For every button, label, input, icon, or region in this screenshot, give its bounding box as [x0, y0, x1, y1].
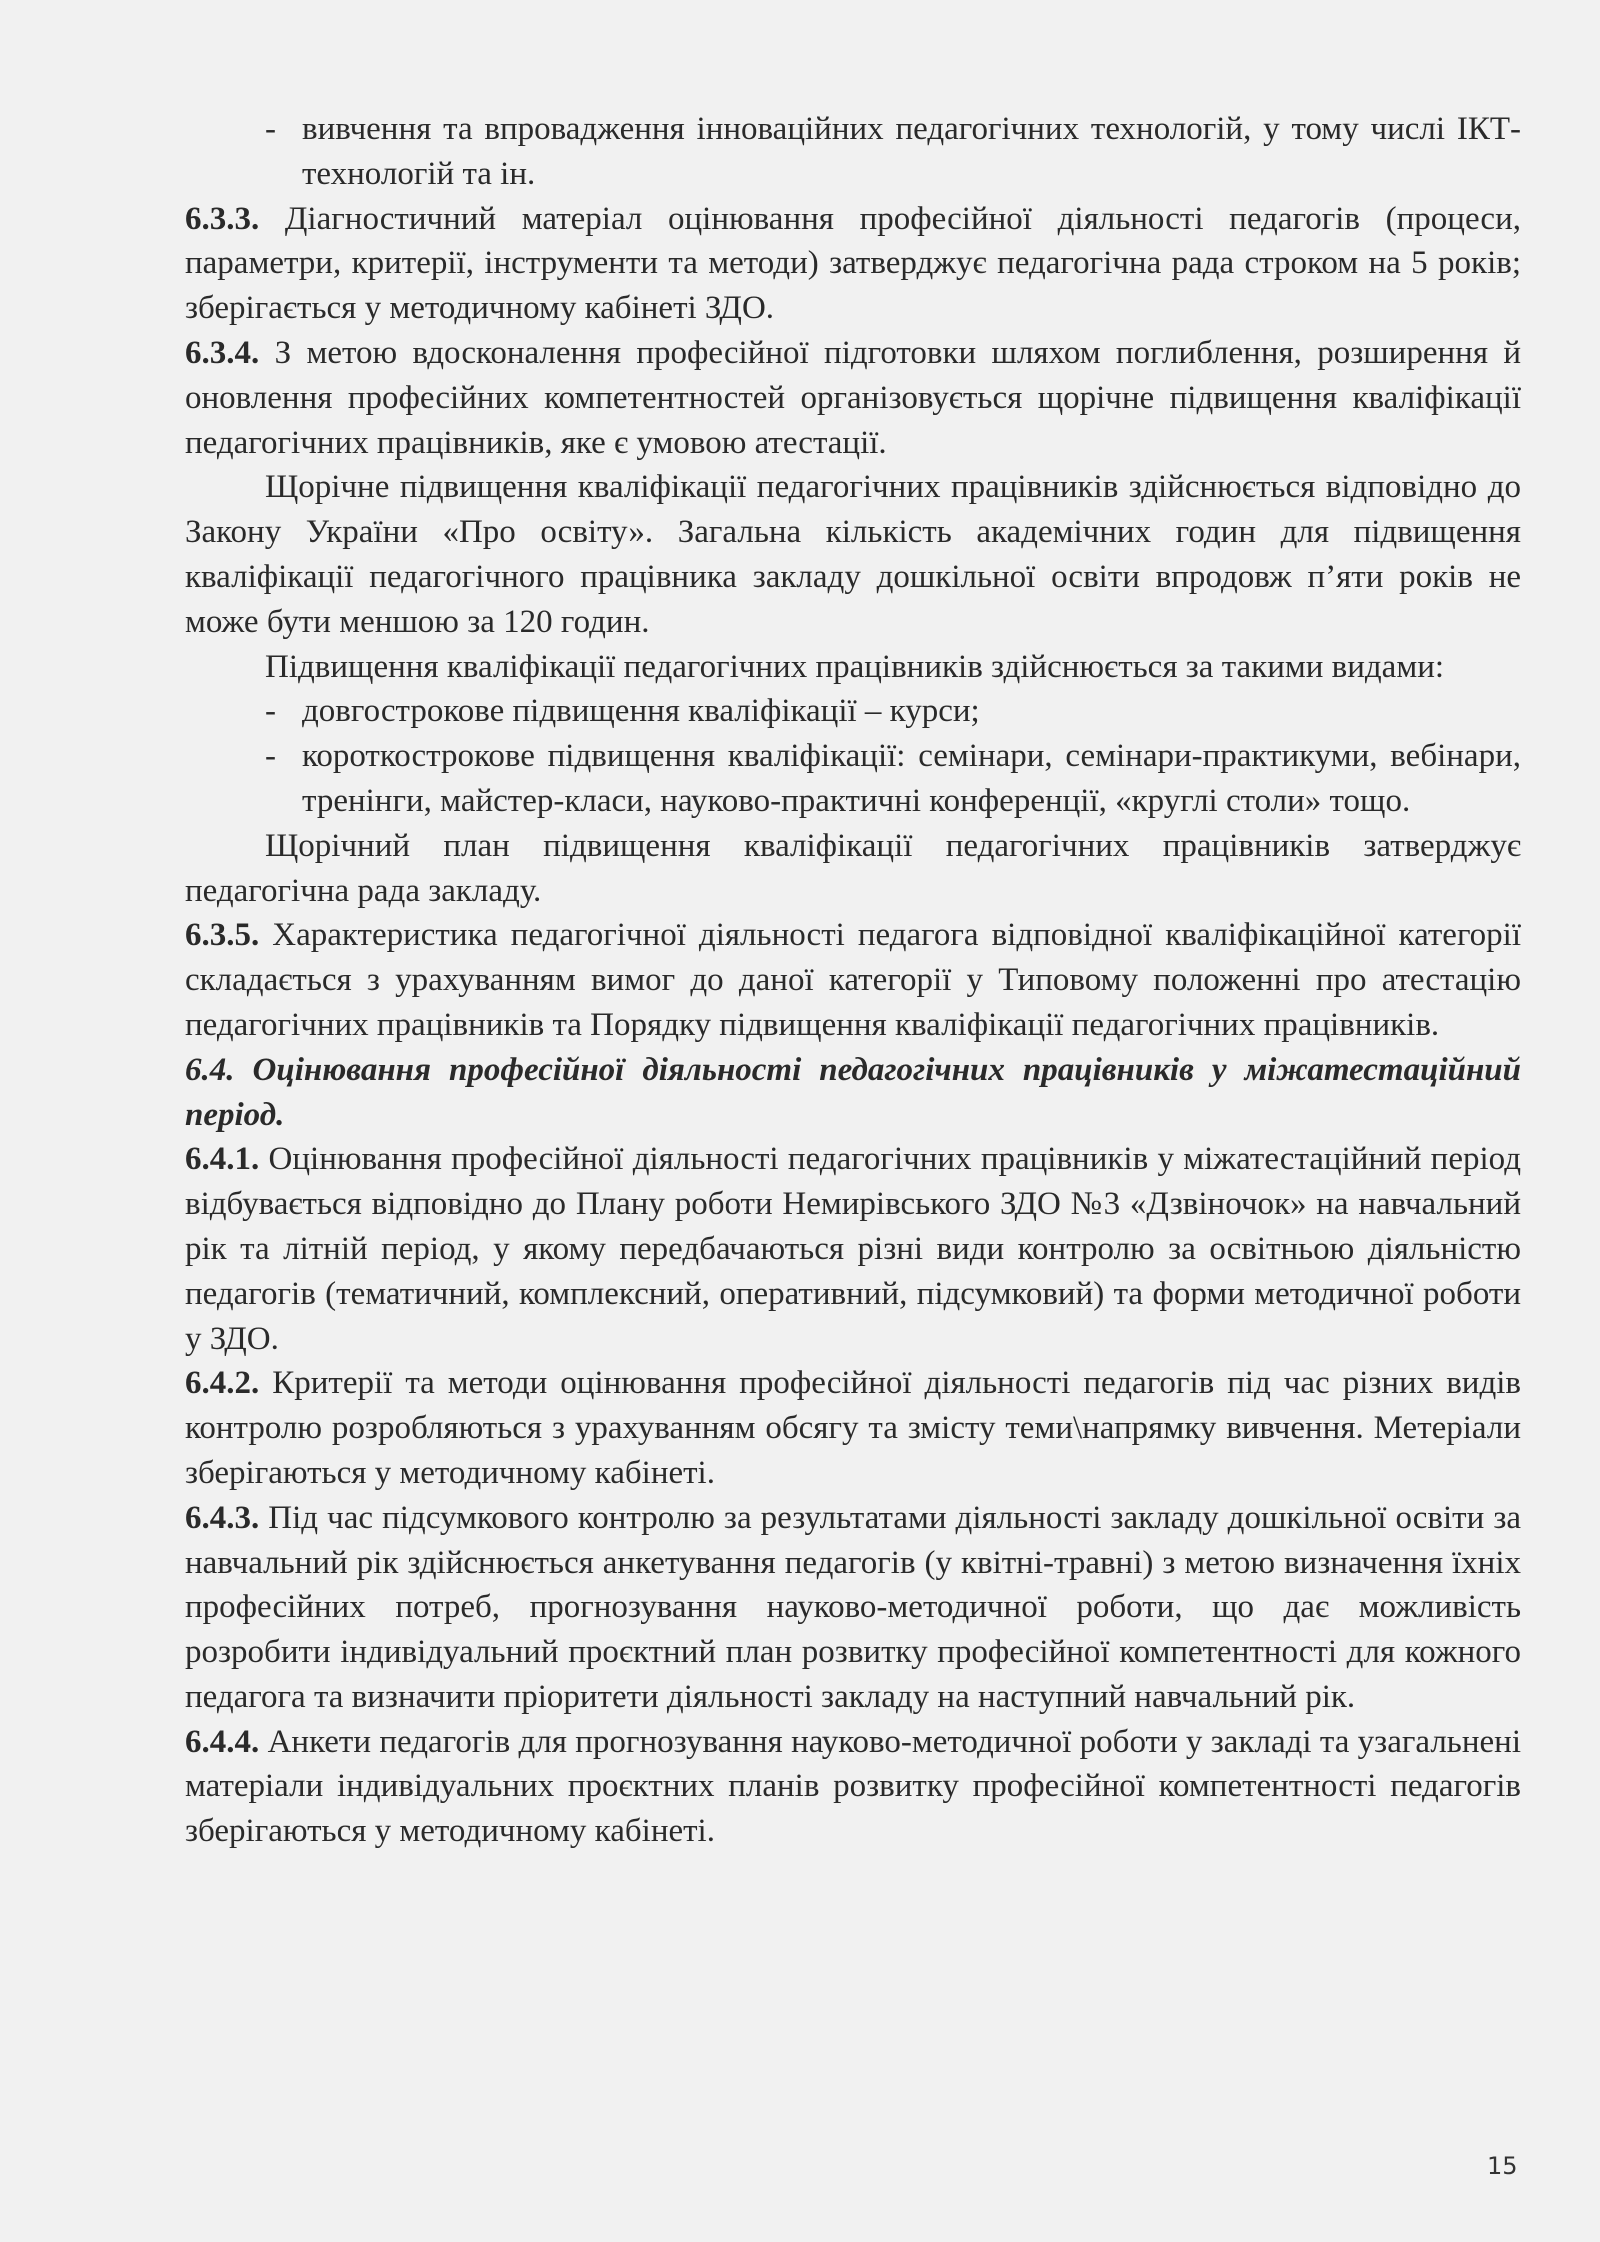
clause-text: Оцінювання професійної діяльності педагогічних працівників у міжатестаційний період відбувається відповідно до Плану роботи Немирівського ЗДО №3 «Дзвіночок» на навчальний рік та літній період, у якому передбачаються різні види контролю за освітньою діяльністю педагогів (тематичний, комплексний, оперативний, підсумковий) та форми методичної роботи у ЗДО. — [185, 1141, 1521, 1357]
clause-number: 6.4.4. — [185, 1723, 260, 1760]
bullet-text: короткострокове підвищення кваліфікації: семінари, семінари-практикуми, вебінари, тренінги, майстер-класи, науково-практичні конференції, «круглі столи» тощо. — [302, 738, 1521, 819]
clause-number: 6.4.1. — [185, 1141, 260, 1178]
clause-6-4-4 — [185, 1720, 1521, 1854]
document-page — [185, 107, 1521, 1854]
clause-number: 6.3.3. — [185, 200, 260, 237]
section-heading-6-4 — [185, 1048, 1521, 1138]
clause-6-4-3 — [185, 1496, 1521, 1720]
bullet-item-innovative-technologies — [185, 107, 1521, 197]
bullet-text: вивчення та впровадження інноваційних педагогічних технологій, у тому числі ІКТ-технологій та ін. — [302, 111, 1521, 192]
clause-number: 6.4.3. — [185, 1499, 260, 1536]
page-number: 15 — [1487, 2152, 1518, 2180]
section-title: Оцінювання професійної діяльності педагогічних працівників у міжатестаційний період. — [185, 1051, 1521, 1133]
clause-6-4-1 — [185, 1137, 1521, 1361]
paragraph-annual-qualification: Щорічне підвищення кваліфікації педагогічних працівників здійснюється відповідно до Закону України «Про освіту». Загальна кількість академічних годин для підвищення кваліфікації педагогічного працівника закладу дошкільної освіти впродовж п’яти років не може бути меншою за 120 годин. — [185, 469, 1521, 640]
clause-number: 6.4.2. — [185, 1365, 260, 1402]
bullet-dash: - — [265, 693, 276, 730]
bullet-item-short-term — [185, 734, 1521, 824]
clause-number: 6.3.4. — [185, 334, 260, 371]
clause-6-3-5 — [185, 913, 1521, 1047]
clause-text: Характеристика педагогічної діяльності педагога відповідної кваліфікаційної категорії складається з урахуванням вимог до даної категорії у Типовому положенні про атестацію педагогічних працівників та Порядку підвищення кваліфікації педагогічних працівників. — [185, 917, 1521, 1043]
paragraph-qualification-types-intro: Підвищення кваліфікації педагогічних працівників здійснюється за такими видами: — [265, 648, 1445, 685]
clause-text: Критерії та методи оцінювання професійної діяльності педагогів під час різних видів контролю розробляються з урахуванням обсягу та змісту теми\напрямку вивчення. Метеріали зберігаються у методичному кабінеті. — [185, 1365, 1521, 1491]
bullet-item-long-term — [185, 689, 1521, 734]
clause-6-3-3 — [185, 197, 1521, 331]
section-number: 6.4. — [185, 1051, 235, 1088]
clause-text: Під час підсумкового контролю за результатами діяльності закладу дошкільної освіти за навчальний рік здійснюється анкетування педагогів (у квітні-травні) з метою визначення їхніх професійних потреб, прогнозування науково-методичної роботи, що дає можливість розробити індивідуальний проєктний план розвитку професійної компетентності для кожного педагога та визначити пріоритети діяльності закладу на наступний навчальний рік. — [185, 1499, 1521, 1715]
clause-number: 6.3.5. — [185, 917, 260, 954]
clause-text: З метою вдосконалення професійної підготовки шляхом поглиблення, розширення й оновлення професійних компетентностей організовується щорічне підвищення кваліфікації педагогічних працівників, яке є умовою атестації. — [185, 334, 1521, 461]
paragraph-annual-plan: Щорічний план підвищення кваліфікації педагогічних працівників затверджує педагогічна рада закладу. — [185, 827, 1521, 909]
bullet-text: довгострокове підвищення кваліфікації – курси; — [302, 693, 980, 730]
bullet-dash: - — [265, 738, 276, 775]
clause-6-4-2 — [185, 1361, 1521, 1495]
clause-6-3-4 — [185, 331, 1521, 465]
clause-text: Анкети педагогів для прогнозування науково-методичної роботи у закладі та узагальнені матеріали індивідуальних проєктних планів розвитку професійної компетентності педагогів зберігаються у методичному кабінеті. — [185, 1723, 1521, 1850]
clause-text: Діагностичний матеріал оцінювання професійної діяльності педагогів (процеси, параметри, критерії, інструменти та методи) затверджує педагогічна рада строком на 5 років; зберігається у методичному кабінеті ЗДО. — [185, 200, 1521, 327]
bullet-dash: - — [265, 111, 276, 147]
